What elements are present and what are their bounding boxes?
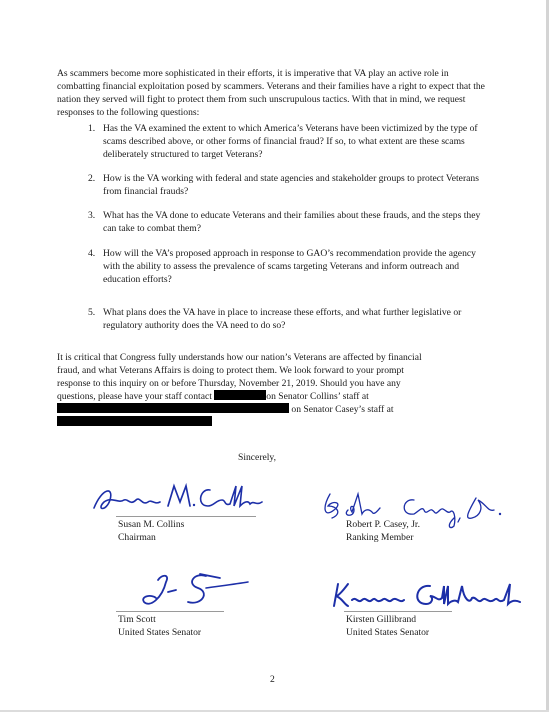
question-2 (88, 172, 488, 198)
closing-paragraph (57, 351, 497, 430)
scott-signature-block (118, 613, 201, 639)
question-text: Has the VA examined the extent to which America’s Veterans have been victimized by the type of scams described above, or other forms of financial fraud? If so, to what extent are these scams deliberately structured to target Veterans? (103, 123, 478, 161)
gillibrand-signature-block (346, 613, 429, 639)
signature-line (116, 611, 224, 612)
gillibrand-signature (330, 580, 526, 610)
casey-staff-text: on Senator Casey’s staff at (291, 404, 394, 416)
signer-name: Tim Scott (118, 614, 156, 625)
signer-title: United States Senator (346, 627, 430, 638)
signer-name: Robert P. Casey, Jr. (346, 519, 420, 530)
question-1 (88, 122, 488, 161)
closing-line-redacted (57, 416, 497, 429)
closing-line: It is critical that Congress fully understands how our nation’s Veterans are affected by financial (57, 352, 422, 363)
question-4 (88, 247, 488, 286)
question-text: What plans does the VA have in place to increase these efforts, and what further legislative or regulatory authority does the VA need to do so? (103, 307, 462, 332)
closing-line-contact (57, 390, 497, 403)
signer-title: Chairman (118, 532, 156, 543)
closing-line: fraud, and what Veterans Affairs is doing to protect them. We look forward to your prompt (57, 365, 404, 377)
question-number: 5. (88, 307, 96, 318)
collins-staff-text: on Senator Collins’ staff at (266, 391, 369, 403)
signer-title: United States Senator (118, 627, 202, 638)
sincerely-text: Sincerely, (238, 452, 277, 463)
question-3 (88, 209, 488, 235)
signer-name: Kirsten Gillibrand (346, 614, 417, 625)
question-number: 3. (88, 210, 96, 221)
question-text: What has the VA done to educate Veterans and their families about these frauds, and the steps they can take to combat them? (103, 210, 481, 235)
collins-signature-block (118, 518, 184, 544)
collins-signature (88, 478, 268, 518)
question-text: How will the VA’s proposed approach in response to GAO’s recommendation provide the agency with the ability to assess the prevalence of scams targeting Veterans and inform outreach and education efforts? (103, 248, 476, 286)
scott-signature (140, 568, 250, 613)
question-number: 1. (88, 123, 96, 134)
redaction-box (57, 416, 212, 426)
casey-signature-block (346, 518, 420, 544)
closing-contact-text: questions, please have your staff contact (57, 391, 212, 403)
question-text: How is the VA working with federal and state agencies and stakeholder groups to protect Veterans from financial frauds? (103, 173, 479, 198)
page-number: 2 (270, 674, 275, 685)
signer-name: Susan M. Collins (118, 519, 185, 530)
intro-paragraph: As scammers become more sophisticated in their efforts, it is imperative that VA play an active role in combatting financial exploitation posed by scammers. Veterans and their families have a right to expect that the nation they served will fight to protect them from such unscrupulous tactics. With that in mind, we request responses to the following questions: (57, 68, 485, 119)
closing-line: response to this inquiry on or before Thursday, November 21, 2019. Should you have any (57, 378, 401, 390)
signature-line (344, 611, 452, 612)
question-number: 4. (88, 248, 96, 259)
closing-line-redacted (57, 403, 497, 416)
redaction-box (57, 403, 289, 413)
redaction-box (214, 390, 266, 400)
signature-line (116, 516, 256, 517)
signer-title: Ranking Member (346, 532, 414, 543)
question-5 (88, 306, 488, 332)
question-number: 2. (88, 173, 96, 184)
